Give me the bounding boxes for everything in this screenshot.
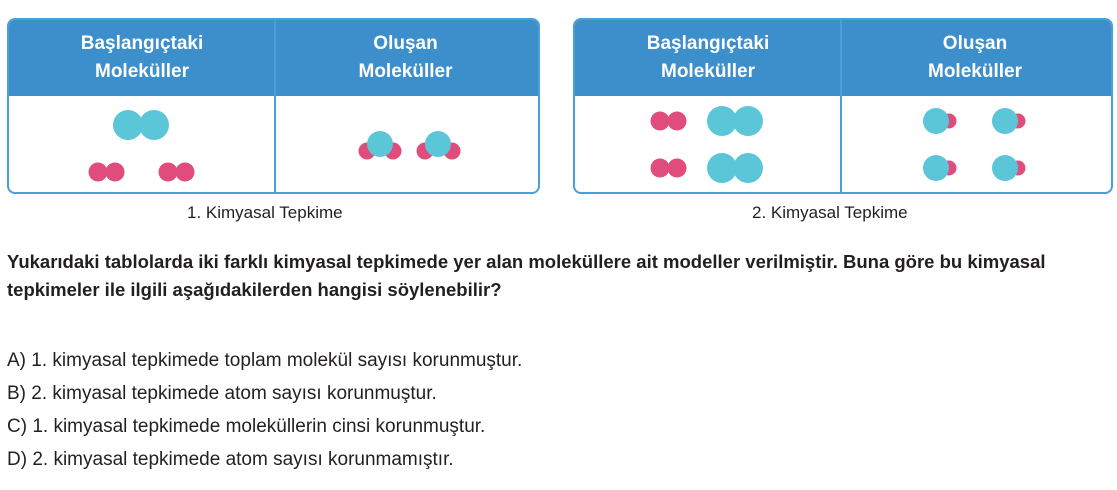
diatomic-product-molecule xyxy=(992,108,1026,134)
cyan-diatomic-molecule xyxy=(707,106,763,136)
pink-diatomic-molecule xyxy=(89,163,125,182)
option-d[interactable]: D) 2. kimyasal tepkimede atom sayısı korunmamıştır. xyxy=(7,449,454,470)
header-line-1: Başlangıçtaki xyxy=(646,33,770,54)
reaction-2-caption: 2. Kimyasal Tepkime xyxy=(752,203,908,222)
pink-diatomic-molecule xyxy=(651,159,687,178)
option-c[interactable]: C) 1. kimyasal tepkimede moleküllerin cinsi korunmuştur. xyxy=(7,416,486,437)
diatomic-product-molecule xyxy=(923,155,957,181)
option-a[interactable]: A) 1. kimyasal tepkimede toplam molekül sayısı korunmuştur. xyxy=(7,350,523,371)
reaction-1-caption: 1. Kimyasal Tepkime xyxy=(187,203,343,222)
cyan-diatomic-molecule xyxy=(707,153,763,183)
reaction-1-reactants-header xyxy=(9,20,275,96)
cyan-diatomic-molecule xyxy=(113,110,169,140)
header-line-1: Başlangıçtaki xyxy=(80,33,204,54)
answer-options xyxy=(7,344,522,476)
header-line-1: Oluşan xyxy=(942,33,1008,54)
diatomic-product-molecule xyxy=(923,108,957,134)
question-text: Yukarıdaki tablolarda iki farklı kimyasal tepkimede yer alan moleküllere ait modeller verilmiştir. Buna göre bu kimyasal tepkimeler ile ilgili aşağıdakilerden hangisi söylenebilir? xyxy=(7,251,1046,300)
header-line-2: Moleküller xyxy=(661,61,755,82)
reaction-1-molecule-models xyxy=(9,96,539,194)
reaction-2-products-header xyxy=(839,20,1111,96)
triatomic-molecule xyxy=(417,131,461,160)
header-line-2: Moleküller xyxy=(95,61,189,82)
reaction-2-reactants-header xyxy=(575,20,841,96)
header-line-1: Oluşan xyxy=(373,33,438,54)
header-line-2: Moleküller xyxy=(928,61,1022,82)
diatomic-product-molecule xyxy=(992,155,1026,181)
triatomic-molecule xyxy=(359,131,402,160)
pink-diatomic-molecule xyxy=(159,163,195,182)
reaction-1-table xyxy=(7,18,540,194)
header-line-2: Moleküller xyxy=(358,61,453,82)
reaction-2-molecule-models xyxy=(575,96,1113,194)
pink-diatomic-molecule xyxy=(651,112,687,131)
reaction-2-table xyxy=(573,18,1113,194)
option-b[interactable]: B) 2. kimyasal tepkimede atom sayısı korunmuştur. xyxy=(7,383,437,404)
reaction-1-products-header xyxy=(273,20,538,96)
